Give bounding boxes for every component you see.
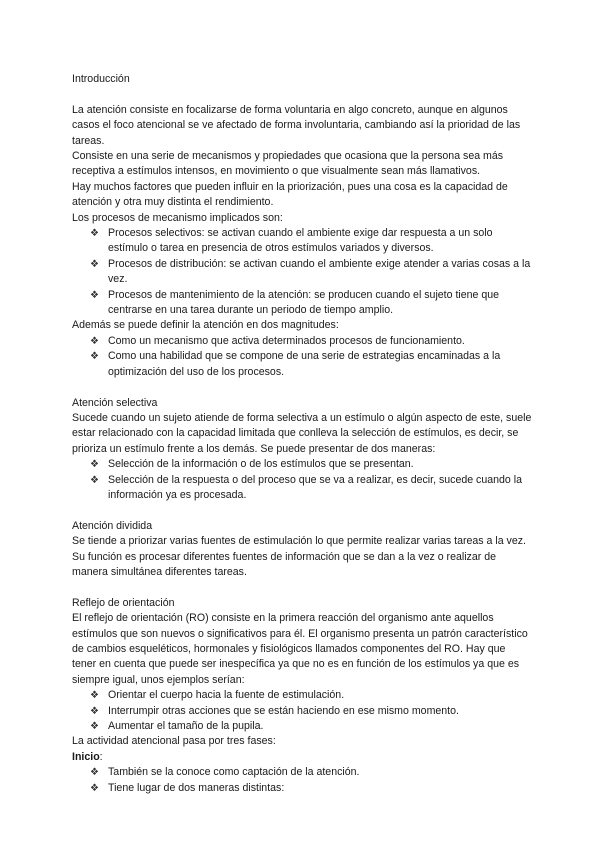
inicio-label-line bbox=[72, 750, 532, 765]
diamond-bullet-icon: ❖ bbox=[90, 228, 99, 240]
section-heading-reflejo-orientacion: Reflejo de orientación bbox=[72, 596, 175, 609]
paragraph: La actividad atencional pasa por tres fases: bbox=[72, 735, 276, 748]
paragraph: El reflejo de orientación (RO) consiste en la primera reacción del organismo ante aquellos estímulos que son nuevos o significativos para él. El organismo presenta un patrón característico de cambios esqueléticos, hormonales y fisiológicos llamados componentes del RO. Hay que tener en cuenta que puede ser inespecífica ya que no es en función de los estímulos ya que es siempre igual, unos ejemplos serían: bbox=[72, 612, 528, 686]
paragraph: Hay muchos factores que pueden influir en la priorización, pues una cosa es la capacidad de atención y otra muy distinta el rendimiento. bbox=[72, 180, 508, 209]
list-item bbox=[72, 226, 532, 257]
list-item-text: Selección de la respuesta o del proceso que se va a realizar, es decir, sucede cuando la información ya es procesada. bbox=[108, 473, 523, 501]
list-item bbox=[72, 349, 532, 380]
list-item-text: Aumentar el tamaño de la pupila. bbox=[108, 720, 264, 732]
bullet-list-selectiva bbox=[72, 457, 532, 503]
diamond-bullet-icon: ❖ bbox=[90, 767, 99, 779]
bullet-list-magnitudes bbox=[72, 334, 532, 380]
list-item-text: Procesos selectivos: se activan cuando el ambiente exige dar respuesta a un solo estímulo o tarea en presencia de otros estímulos variados y diversos. bbox=[108, 227, 493, 255]
list-item-text: Orientar el cuerpo hacia la fuente de estimulación. bbox=[108, 689, 345, 702]
list-item bbox=[72, 719, 532, 734]
list-item-text: También se la conoce como captación de la atención. bbox=[108, 766, 360, 779]
list-item-text: Como una habilidad que se compone de una serie de estrategias encaminadas a la optimización del uso de los procesos. bbox=[108, 350, 501, 378]
paragraph-gap bbox=[72, 87, 532, 102]
diamond-bullet-icon: ❖ bbox=[90, 258, 99, 270]
list-item-text: Procesos de distribución: se activan cuando el ambiente exige atender a varias cosas a la vez. bbox=[108, 257, 531, 286]
diamond-bullet-icon: ❖ bbox=[90, 782, 99, 794]
list-item-text: Procesos de mantenimiento de la atención: se producen cuando el sujeto tiene que centrarse en una tarea durante un periodo de tiempo amplio. bbox=[108, 288, 500, 317]
paragraph: Además se puede definir la atención en dos magnitudes: bbox=[72, 319, 339, 332]
list-item-text: Selección de la información o de los estímulos que se presentan. bbox=[108, 458, 414, 471]
list-item bbox=[72, 257, 532, 288]
diamond-bullet-icon: ❖ bbox=[90, 351, 99, 363]
list-item bbox=[72, 704, 532, 719]
list-item bbox=[72, 473, 532, 504]
paragraph-gap bbox=[72, 380, 532, 395]
paragraph: La atención consiste en focalizarse de forma voluntaria en algo concreto, aunque en algunos casos el foco atencional se ve afectado de forma involuntaria, cambiando así la prioridad de las tareas. bbox=[72, 103, 521, 147]
diamond-bullet-icon: ❖ bbox=[90, 690, 99, 702]
list-item-text: Interrumpir otras acciones que se están haciendo en ese mismo momento. bbox=[108, 704, 459, 717]
list-item bbox=[72, 781, 532, 796]
paragraph-gap bbox=[72, 503, 532, 518]
list-item bbox=[72, 334, 532, 349]
diamond-bullet-icon: ❖ bbox=[90, 705, 99, 717]
inicio-colon: : bbox=[99, 750, 103, 763]
section-heading-atencion-dividida: Atención dividida bbox=[72, 519, 153, 532]
list-item bbox=[72, 688, 532, 703]
inicio-label: Inicio bbox=[72, 750, 100, 763]
diamond-bullet-icon: ❖ bbox=[90, 459, 99, 471]
diamond-bullet-icon: ❖ bbox=[90, 335, 99, 347]
paragraph: Sucede cuando un sujeto atiende de forma selectiva a un estímulo o algún aspecto de este, suele estar relacionado con la capacidad limitada que conlleva la selección de estímulos, es decir, se prioriza un estímulo frente a los demás. Se puede presentar de dos maneras: bbox=[72, 411, 532, 455]
bullet-list-reflejo bbox=[72, 688, 532, 734]
paragraph-gap bbox=[72, 580, 532, 595]
bullet-list-inicio bbox=[72, 765, 532, 796]
paragraph: Consiste en una serie de mecanismos y propiedades que ocasiona que la persona sea más receptiva a estímulos intensos, en movimiento o que visualmente sean más llamativos. bbox=[72, 150, 504, 178]
section-heading-introduccion: Introducción bbox=[72, 73, 130, 85]
list-item-text: Tiene lugar de dos maneras distintas: bbox=[108, 781, 285, 794]
paragraph: Los procesos de mecanismo implicados son: bbox=[72, 211, 283, 224]
diamond-bullet-icon: ❖ bbox=[90, 289, 99, 301]
list-item-text: Como un mecanismo que activa determinados procesos de funcionamiento. bbox=[108, 334, 465, 347]
list-item bbox=[72, 288, 532, 319]
list-item bbox=[72, 457, 532, 472]
diamond-bullet-icon: ❖ bbox=[90, 721, 99, 732]
bullet-list-procesos bbox=[72, 226, 532, 318]
document-body bbox=[72, 72, 532, 796]
diamond-bullet-icon: ❖ bbox=[90, 474, 99, 486]
paragraph: Se tiende a priorizar varias fuentes de estimulación lo que permite realizar varias tareas a la vez. Su función es procesar diferentes fuentes de información que se dan a la vez o realizar de manera simultánea diferentes tareas. bbox=[72, 535, 526, 578]
section-heading-atencion-selectiva: Atención selectiva bbox=[72, 396, 158, 409]
list-item bbox=[72, 765, 532, 780]
